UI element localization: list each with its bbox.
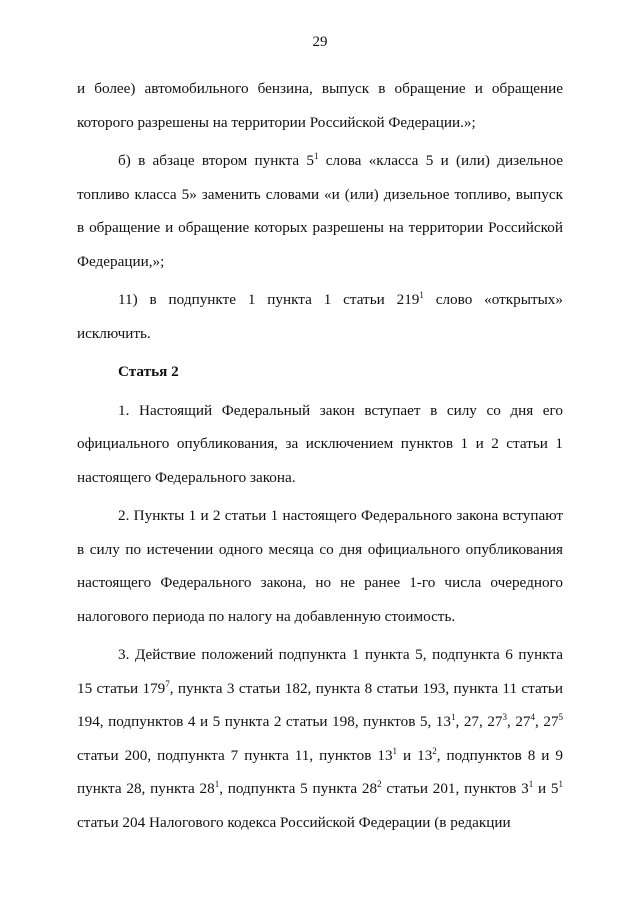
- paragraph-text: 1. Настоящий Федеральный закон вступает в силу со дня его официального опубликования, за исключением пунктов 1 и 2 статьи 1 настоящего Федерального закона.: [77, 401, 563, 486]
- paragraph-text: , подпунктов 8 и 9 пункта 28, пункта 28: [77, 746, 563, 797]
- paragraph: [77, 638, 563, 839]
- paragraph-text: слова «класса 5 и (или) дизельное топливо класса 5» заменить словами «и (или) дизельное топливо, выпуск в обращение и обращение которых разрешены на территории Российской Федерации,»;: [77, 152, 563, 270]
- paragraph: [77, 394, 563, 495]
- paragraph-text: 3. Действие положений подпункта 1 пункта 5, подпункта 6 пункта 15 статьи 179: [77, 646, 563, 697]
- superscript-index: 3: [502, 712, 508, 722]
- superscript-index: 1: [314, 151, 319, 161]
- paragraph-text: Статья 2: [118, 363, 179, 380]
- paragraph: [77, 283, 563, 350]
- paragraph-text: , 27: [535, 713, 559, 730]
- document-body: [77, 72, 563, 844]
- superscript-index: 1: [392, 745, 398, 756]
- page-number: 29: [312, 34, 328, 50]
- superscript-index: 7: [165, 678, 170, 689]
- paragraph-text: слово «открытых» исключить.: [77, 291, 563, 342]
- paragraph-text: , 27, 27: [455, 713, 503, 730]
- paragraph: [77, 499, 563, 633]
- paragraph-text: , 27: [507, 713, 531, 730]
- superscript-index: 2: [432, 745, 437, 756]
- superscript-index: 1: [214, 779, 220, 789]
- article-heading: [77, 355, 563, 389]
- paragraph-text: статьи 204 Налогового кодекса Российской Федерации (в редакции: [77, 813, 511, 831]
- paragraph: [77, 72, 563, 139]
- superscript-index: 2: [377, 779, 382, 789]
- paragraph: [77, 144, 563, 278]
- superscript-index: 5: [558, 712, 564, 722]
- superscript-index: 1: [451, 712, 456, 722]
- paragraph-text: статьи 201, пунктов 3: [381, 780, 529, 797]
- paragraph-text: и 5: [533, 780, 559, 797]
- paragraph-text: б) в абзаце втором пункта 5: [118, 152, 314, 169]
- paragraph-text: и более) автомобильного бензина, выпуск в обращение и обращение которого разрешены на территории Российской Федерации.»;: [77, 80, 563, 131]
- paragraph-text: , подпункта 5 пункта 28: [219, 780, 378, 797]
- paragraph-text: 11) в подпункте 1 пункта 1 статьи 219: [118, 291, 420, 308]
- superscript-index: 1: [528, 779, 534, 789]
- superscript-index: 1: [419, 290, 424, 300]
- paragraph-text: 2. Пункты 1 и 2 статьи 1 настоящего Федерального закона вступают в силу по истечении одного месяца со дня официального опубликования настоящего Федерального закона, но не ранее 1-го числа очередного налогового периода по налогу на добавленную стоимость.: [77, 507, 563, 625]
- paragraph-text: статьи 200, подпункта 7 пункта 11, пунктов 13: [77, 746, 393, 764]
- superscript-index: 4: [530, 712, 536, 722]
- paragraph-text: , пункта 3 статьи 182, пункта 8 статьи 193, пункта 11 статьи 194, подпунктов 4 и 5 пункта 2 статьи 198, пунктов 5, 13: [77, 679, 563, 730]
- superscript-index: 1: [558, 779, 563, 789]
- paragraph-text: и 13: [397, 746, 433, 764]
